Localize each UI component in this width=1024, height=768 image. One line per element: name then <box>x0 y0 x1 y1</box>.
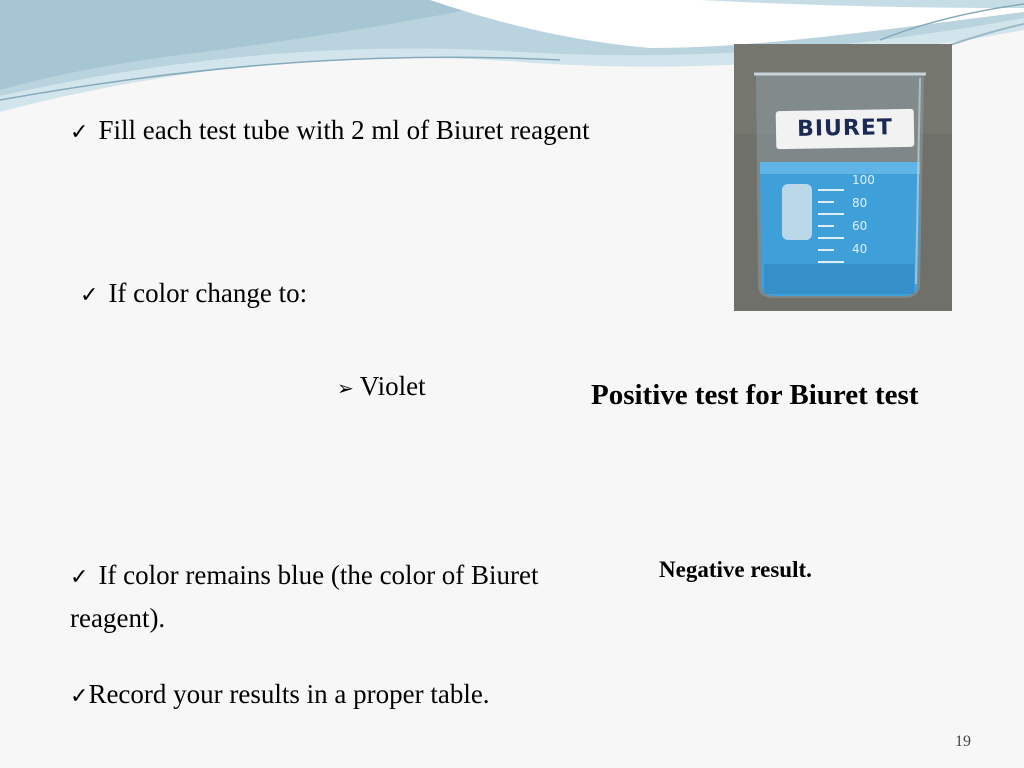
instruction-remains-blue: ✓ If color remains blue (the color of Biuret reagent). <box>70 560 539 633</box>
biuret-beaker-photo <box>734 44 952 311</box>
graduation-labels: 100 80 60 40 <box>852 173 875 256</box>
negative-result-text: Negative result. <box>659 557 812 582</box>
check-icon: ✓ <box>70 684 89 709</box>
page-number: 19 <box>955 733 971 750</box>
beaker-label: BIURET <box>776 109 915 149</box>
arrow-icon: ➢ <box>337 376 354 400</box>
check-icon: ✓ <box>70 565 89 590</box>
positive-result-text: Positive test for Biuret test <box>591 379 919 411</box>
check-icon: ✓ <box>70 120 89 145</box>
check-icon: ✓ <box>80 283 99 308</box>
instruction-fill-tubes: ✓ Fill each test tube with 2 ml of Biuret reagent <box>70 115 590 145</box>
instruction-color-change: ✓ If color change to: <box>80 278 308 308</box>
result-violet: ➢ Violet <box>337 371 426 401</box>
instruction-record-results: ✓Record your results in a proper table. <box>70 679 490 709</box>
beaker-illustration <box>734 44 952 311</box>
